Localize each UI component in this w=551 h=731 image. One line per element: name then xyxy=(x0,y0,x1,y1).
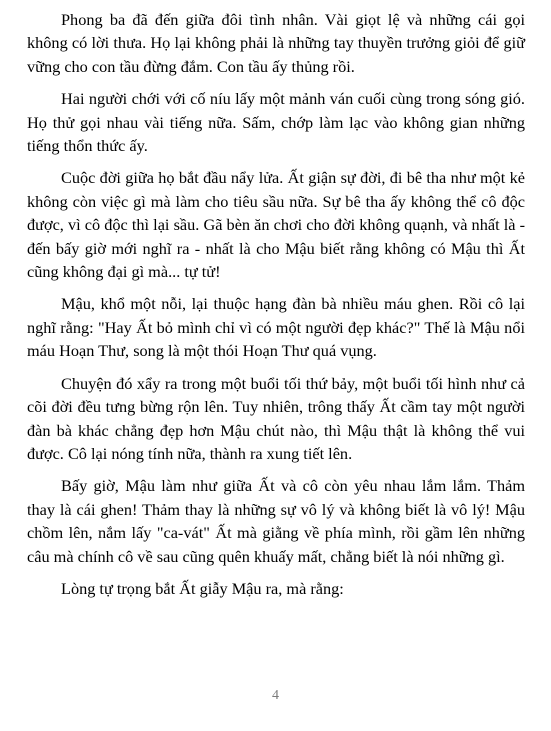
paragraph: Phong ba đã đến giữa đôi tình nhân. Vài giọt lệ và những cái gọi không có lời thưa. Họ lại không phải là những tay thuyền trưởng giỏi để giữ vững cho con tầu đừng đắm. Con tầu ấy thủng rồi. xyxy=(27,10,525,76)
paragraph: Bấy giờ, Mậu làm như giữa Ất và cô còn yêu nhau lắm lắm. Thảm thay là cái ghen! Thảm thay là những sự vô lý và không biết là vô lý! Mậu chồm lên, nắm lấy "ca-vát" Ất mà giằng về phía mình, rồi gầm lên những câu mà chính cô về sau cũng quên khuấy mất, chẳng biết là nói những gì. xyxy=(27,476,525,566)
paragraph: Cuộc đời giữa họ bắt đầu nẩy lửa. Ất giận sự đời, đi bê tha như một kẻ không còn việc gì mà làm cho tiêu sầu nữa. Sự bê tha ấy không thể cô độc được, vì cô độc thì lại sầu. Gã bèn ăn chơi cho đời không quạnh, và nhất là - đến bấy giờ mới nghĩ ra - nhất là cho Mậu biết rằng không có Mậu thì Ất cũng không đại gì mà... tự tử! xyxy=(27,168,525,282)
body-text xyxy=(27,8,525,609)
paragraph: Hai người chới với cố níu lấy một mảnh ván cuối cùng trong sóng gió. Họ thử gọi nhau vài tiếng nữa. Sấm, chớp làm lạc vào không gian những tiếng thổn thức ấy. xyxy=(27,89,525,156)
page-number: 4 xyxy=(272,688,279,703)
paragraph: Lòng tự trọng bắt Ất giẫy Mậu ra, mà rằng: xyxy=(61,578,344,598)
paragraph: Chuyện đó xẩy ra trong một buổi tối thứ bảy, một buổi tối hình như cả cõi đời đều tưng bừng rộn lên. Tuy nhiên, trông thấy Ất cầm tay một người đàn bà khác chẳng đẹp hơn Mậu chút nào, thì Mậu thật là không thể vui được. Cô lại nóng tính nữa, thành ra xung tiết lên. xyxy=(27,373,525,463)
paragraph: Mậu, khổ một nỗi, lại thuộc hạng đàn bà nhiều máu ghen. Rồi cô lại nghĩ rằng: "Hay Ất bỏ mình chỉ vì có một người đẹp khác?" Thế là Mậu nổi máu Hoạn Thư, song là một thói Hoạn Thư quá vụng. xyxy=(27,294,525,361)
